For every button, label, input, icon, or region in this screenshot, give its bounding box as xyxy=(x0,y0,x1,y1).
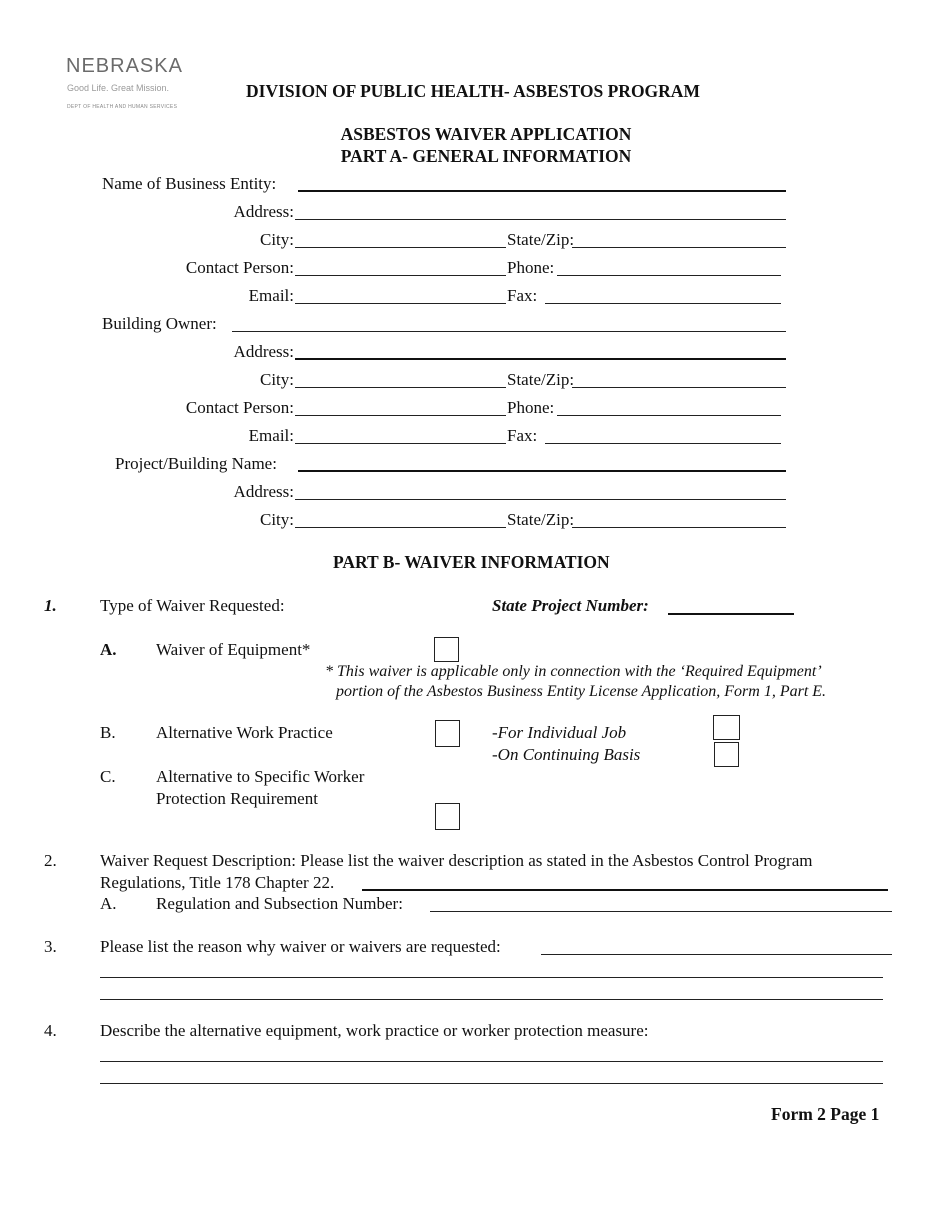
project-city-label: City: xyxy=(259,510,294,529)
part-b-title: PART B- WAIVER INFORMATION xyxy=(333,552,610,572)
state-project-number-field[interactable] xyxy=(668,613,794,615)
owner-name-field[interactable] xyxy=(232,331,786,332)
q2a-letter: A. xyxy=(100,894,117,913)
q2-text-line-2: Regulations, Title 178 Chapter 22. xyxy=(100,873,335,892)
logo-department: DEPT OF HEALTH AND HUMAN SERVICES xyxy=(67,104,178,110)
waiver-equipment-checkbox[interactable] xyxy=(434,637,459,662)
business-name-field[interactable] xyxy=(298,190,786,192)
individual-job-label: -For Individual Job xyxy=(492,723,627,742)
logo-word: NEBRASKA xyxy=(66,55,183,77)
q4-number: 4. xyxy=(44,1021,57,1040)
waiver-reason-field-2[interactable] xyxy=(100,977,883,978)
q2a-label: Regulation and Subsection Number: xyxy=(156,894,403,913)
owner-contact-field[interactable] xyxy=(295,415,506,416)
q2-number: 2. xyxy=(44,851,57,870)
owner-phone-field[interactable] xyxy=(557,415,781,416)
project-name-label: Project/Building Name: xyxy=(115,454,277,473)
owner-email-label: Email: xyxy=(248,426,294,445)
individual-job-checkbox[interactable] xyxy=(713,715,740,740)
continuing-basis-label: -On Continuing Basis xyxy=(492,745,641,764)
q1a-note-line-2: portion of the Asbestos Business Entity License Application, Form 1, Part E. xyxy=(336,683,827,700)
owner-fax-label: Fax: xyxy=(507,426,538,445)
owner-state-zip-label: State/Zip: xyxy=(507,370,575,389)
owner-address-label: Address: xyxy=(233,342,294,361)
q1b-label: Alternative Work Practice xyxy=(156,723,333,742)
continuing-basis-checkbox[interactable] xyxy=(714,742,739,767)
project-address-label: Address: xyxy=(233,482,294,501)
q1-label: Type of Waiver Requested: xyxy=(100,596,285,615)
business-email-field[interactable] xyxy=(295,303,506,304)
owner-email-field[interactable] xyxy=(295,443,506,444)
business-contact-field[interactable] xyxy=(295,275,506,276)
project-address-field[interactable] xyxy=(295,499,786,500)
owner-city-label: City: xyxy=(259,370,294,389)
business-phone-label: Phone: xyxy=(507,258,555,277)
business-city-label: City: xyxy=(259,230,294,249)
owner-phone-label: Phone: xyxy=(507,398,555,417)
business-contact-label: Contact Person: xyxy=(185,258,294,277)
state-project-number-label: State Project Number: xyxy=(492,596,649,615)
worker-protection-checkbox[interactable] xyxy=(435,803,460,830)
q1c-label-line-1: Alternative to Specific Worker xyxy=(156,767,365,786)
alternative-work-practice-checkbox[interactable] xyxy=(435,720,460,747)
business-address-field[interactable] xyxy=(295,219,786,220)
page-number: Form 2 Page 1 xyxy=(771,1104,880,1124)
waiver-description-field[interactable] xyxy=(362,889,888,891)
waiver-reason-field-1[interactable] xyxy=(541,954,892,955)
project-state-zip-label: State/Zip: xyxy=(507,510,575,529)
form-title: ASBESTOS WAIVER APPLICATION xyxy=(340,124,632,144)
business-state-zip-field[interactable] xyxy=(572,247,786,248)
regulation-subsection-field[interactable] xyxy=(430,911,892,912)
owner-city-field[interactable] xyxy=(295,387,506,388)
project-name-field[interactable] xyxy=(298,470,786,472)
owner-state-zip-field[interactable] xyxy=(572,387,786,388)
business-fax-field[interactable] xyxy=(545,303,781,304)
alternative-measure-field-2[interactable] xyxy=(100,1083,883,1084)
business-name-label: Name of Business Entity: xyxy=(102,174,277,193)
logo-tagline: Good Life. Great Mission. xyxy=(67,83,170,93)
waiver-reason-field-3[interactable] xyxy=(100,999,883,1000)
owner-contact-label: Contact Person: xyxy=(185,398,294,417)
division-title: DIVISION OF PUBLIC HEALTH- ASBESTOS PROGRAM xyxy=(246,81,700,101)
owner-address-field[interactable] xyxy=(295,358,786,360)
q1a-label: Waiver of Equipment* xyxy=(156,640,311,659)
q1-number: 1. xyxy=(44,596,57,615)
q1c-label-line-2: Protection Requirement xyxy=(156,789,318,808)
business-phone-field[interactable] xyxy=(557,275,781,276)
business-state-zip-label: State/Zip: xyxy=(507,230,575,249)
alternative-measure-field-1[interactable] xyxy=(100,1061,883,1062)
q1c-letter: C. xyxy=(100,767,116,786)
q4-text: Describe the alternative equipment, work practice or worker protection measure: xyxy=(100,1021,649,1040)
project-state-zip-field[interactable] xyxy=(572,527,786,528)
q1a-note-line-1: * This waiver is applicable only in connection with the ‘Required Equipment’ xyxy=(325,663,822,680)
q3-number: 3. xyxy=(44,937,57,956)
part-a-title: PART A- GENERAL INFORMATION xyxy=(340,146,632,166)
q1a-letter: A. xyxy=(100,640,117,659)
business-fax-label: Fax: xyxy=(507,286,538,305)
q2-text-line-1: Waiver Request Description: Please list the waiver description as stated in the Asbestos Control Program xyxy=(100,851,813,870)
business-city-field[interactable] xyxy=(295,247,506,248)
nebraska-logo xyxy=(66,55,196,115)
owner-name-label: Building Owner: xyxy=(102,314,217,333)
project-city-field[interactable] xyxy=(295,527,506,528)
owner-fax-field[interactable] xyxy=(545,443,781,444)
business-email-label: Email: xyxy=(248,286,294,305)
q3-text: Please list the reason why waiver or waivers are requested: xyxy=(100,937,501,956)
q1b-letter: B. xyxy=(100,723,116,742)
business-address-label: Address: xyxy=(233,202,294,221)
